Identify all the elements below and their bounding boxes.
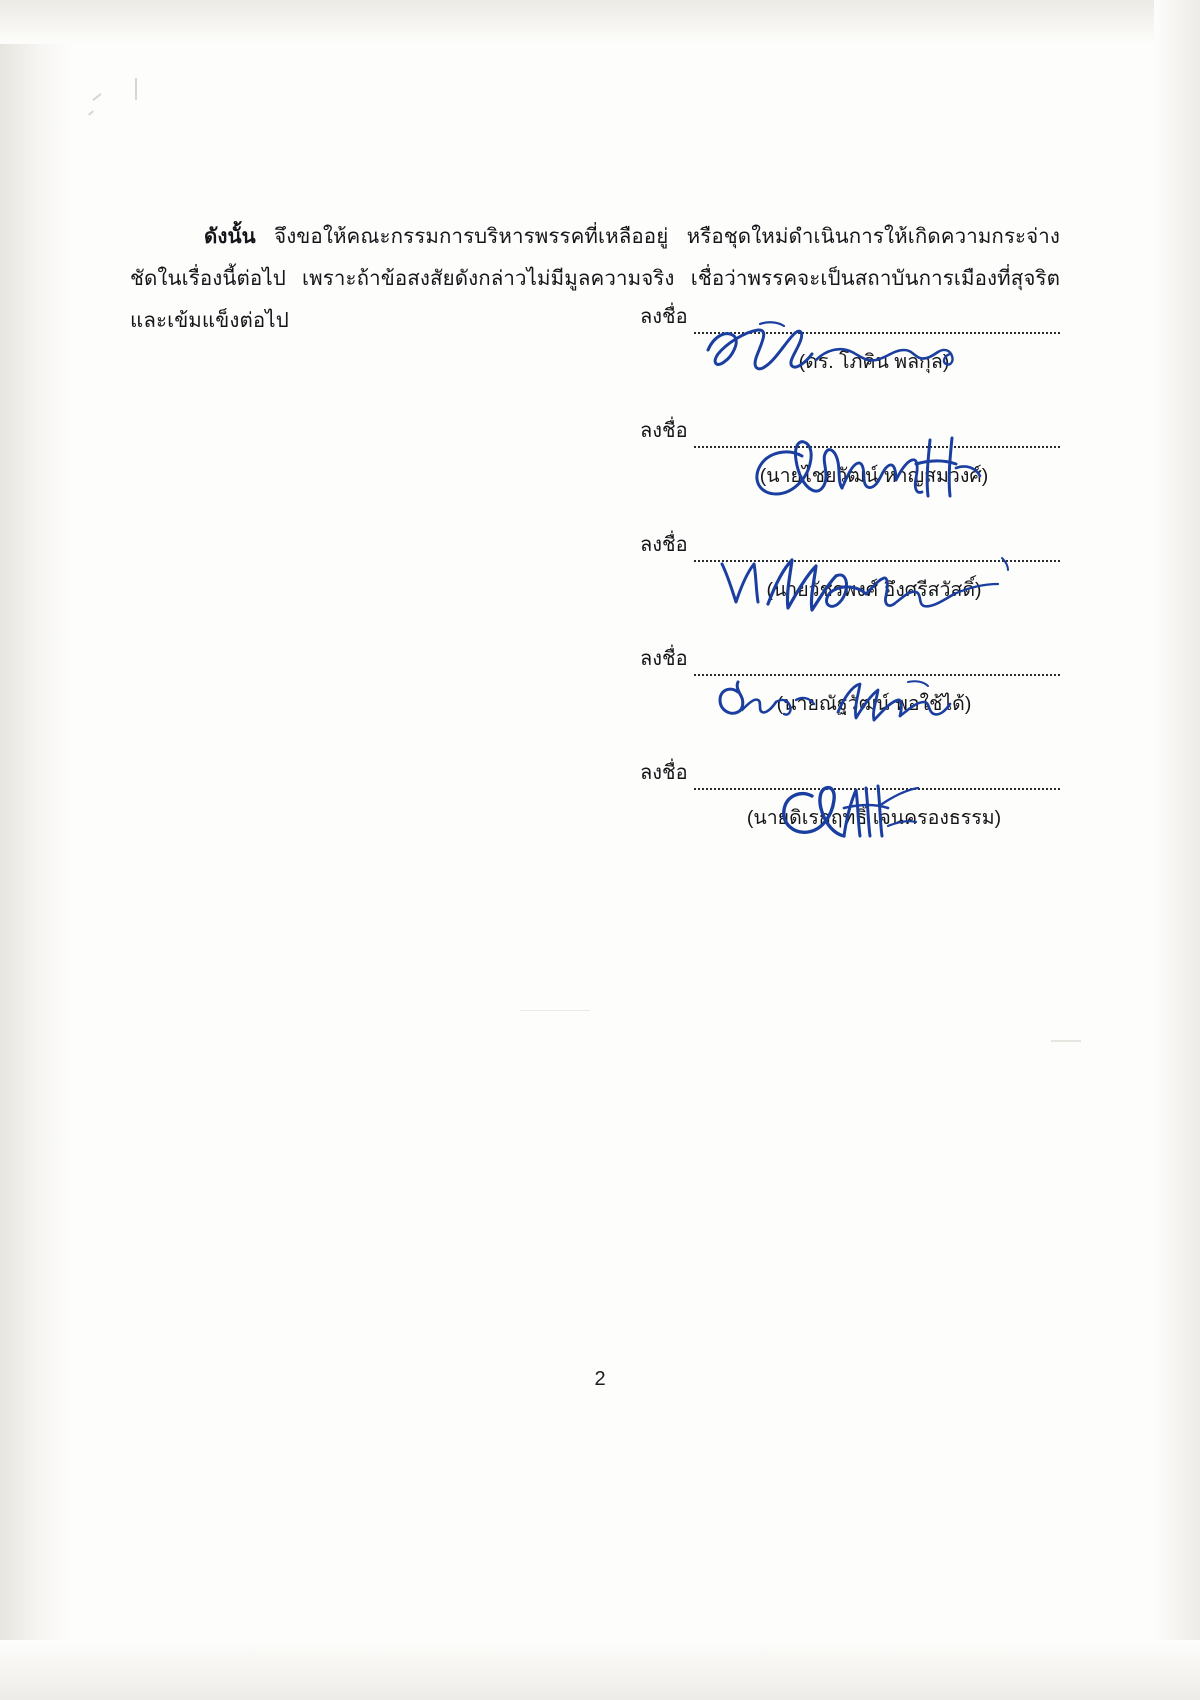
signature-label: ลงชื่อ xyxy=(640,420,688,442)
signature-dotted-line xyxy=(694,648,1060,676)
signature-row xyxy=(640,756,1060,870)
signature-label: ลงชื่อ xyxy=(640,534,688,556)
signature-dotted-line xyxy=(694,306,1060,334)
signature-row xyxy=(640,414,1060,528)
signature-dotted-line xyxy=(694,762,1060,790)
signature-row xyxy=(640,300,1060,414)
signature-line xyxy=(640,756,1060,790)
signature-line xyxy=(640,642,1060,676)
signature-name: (นายดิเรกฤทธิ์ เจนครองธรรม) xyxy=(746,807,1002,829)
signature-line xyxy=(640,414,1060,448)
page-number: 2 xyxy=(594,1368,606,1390)
scan-edge-shadow-bottom xyxy=(0,1640,1200,1700)
scan-speck xyxy=(135,78,137,100)
signature-line xyxy=(640,528,1060,562)
paragraph-body-text: จึงขอให้คณะกรรมการบริหารพรรคที่เหลืออยู่ หรือชุดใหม่ดำเนินการให้เกิดความกระจ่างชัดในเรื่องนี้ต่อไป เพราะถ้าข้อสงสัยดังกล่าวไม่มีมูลความจริง เชื่อว่าพรรคจะเป็นสถาบันการเมืองที่สุจริต และเข้มแข็งต่อไป xyxy=(130,224,1060,332)
scan-speck xyxy=(520,1010,590,1011)
scan-speck xyxy=(92,93,101,101)
signature-name: (นายไชยวัฒน์ หาญสมวงศ์) xyxy=(759,465,989,487)
paragraph-lead-text: ดังนั้น xyxy=(204,224,256,248)
scan-edge-shadow-right xyxy=(1154,0,1200,1700)
signature-label: ลงชื่อ xyxy=(640,762,688,784)
signature-dotted-line xyxy=(694,534,1060,562)
scan-edge-shadow-top xyxy=(0,0,1200,44)
scan-edge-shadow-left xyxy=(0,0,70,1700)
scan-speck xyxy=(1051,1040,1081,1042)
signature-name: (ดร. โภคิน พลกุล) xyxy=(798,351,950,373)
signature-label: ลงชื่อ xyxy=(640,648,688,670)
signature-line xyxy=(640,300,1060,334)
signature-block xyxy=(640,300,1060,870)
signature-name: (นายณัฐวัฒน์ พอใช้ได้) xyxy=(776,693,972,715)
signature-label: ลงชื่อ xyxy=(640,306,688,328)
scan-speck xyxy=(88,110,94,115)
signature-name: (นายวัชรพงศ์ อึงศรีสวัสดิ์) xyxy=(766,579,982,601)
signature-row xyxy=(640,528,1060,642)
signature-dotted-line xyxy=(694,420,1060,448)
signature-row xyxy=(640,642,1060,756)
